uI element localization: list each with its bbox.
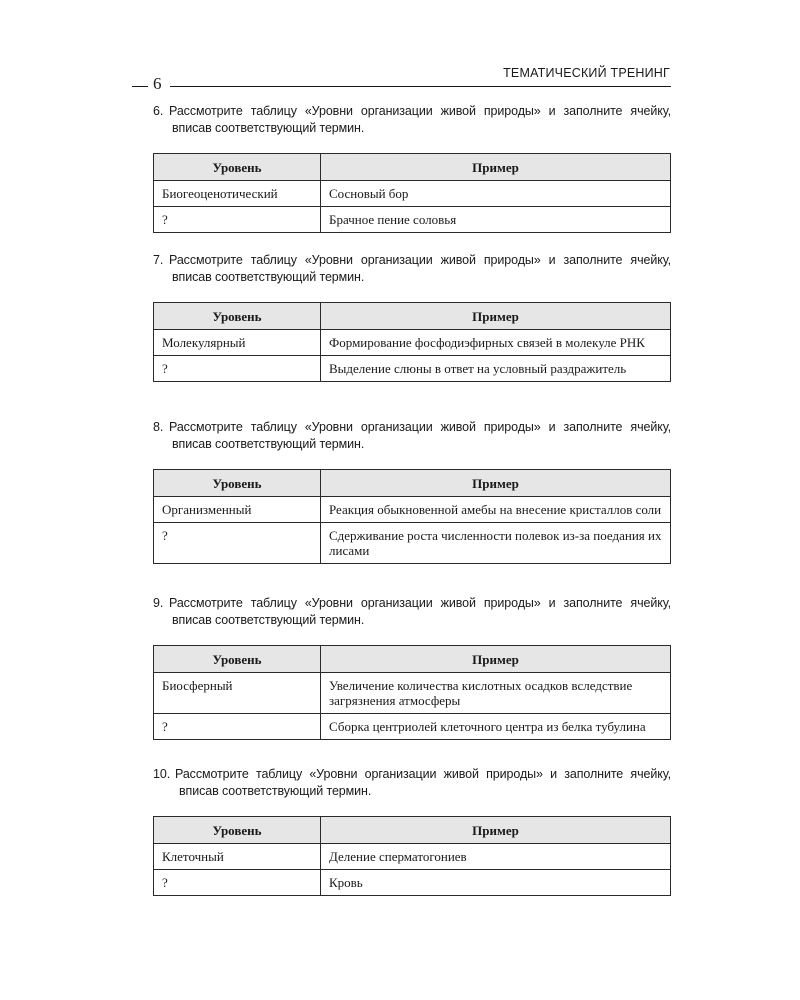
table-row — [154, 870, 671, 896]
table-row — [154, 844, 671, 870]
example-cell: Реакция обыкновенной амебы на внесение кристаллов соли — [321, 497, 671, 523]
task-question-text: Рассмотрите таблицу «Уровни организации живой природы» и заполните ячейку, вписав соответствующий термин. — [169, 253, 671, 284]
table-row — [154, 523, 671, 564]
task-question — [153, 252, 671, 286]
example-cell: Увеличение количества кислотных осадков вследствие загрязнения атмосферы — [321, 673, 671, 714]
levels-table — [153, 302, 671, 382]
header-rule-left — [132, 86, 148, 87]
column-header-level: Уровень — [154, 303, 321, 330]
table-header-row — [154, 646, 671, 673]
example-cell: Сборка центриолей клеточного центра из белка тубулина — [321, 714, 671, 740]
example-cell: Сдерживание роста численности полевок из-за поедания их лисами — [321, 523, 671, 564]
task-question-text: Рассмотрите таблицу «Уровни организации живой природы» и заполните ячейку, вписав соответствующий термин. — [169, 596, 671, 627]
column-header-example: Пример — [321, 303, 671, 330]
table-row — [154, 356, 671, 382]
task-number: 6. — [153, 104, 164, 118]
task-question — [153, 103, 671, 137]
level-cell: Молекулярный — [154, 330, 321, 356]
task-question — [153, 766, 671, 800]
column-header-level: Уровень — [154, 154, 321, 181]
column-header-example: Пример — [321, 470, 671, 497]
example-cell: Формирование фосфодиэфирных связей в молекуле РНК — [321, 330, 671, 356]
task-number: 7. — [153, 253, 164, 267]
task-number: 10. — [153, 767, 171, 781]
table-header-row — [154, 470, 671, 497]
example-cell: Деление сперматогониев — [321, 844, 671, 870]
table-header-row — [154, 303, 671, 330]
table-row — [154, 497, 671, 523]
page-number: 6 — [153, 74, 162, 93]
example-cell: Выделение слюны в ответ на условный раздражитель — [321, 356, 671, 382]
task-number: 8. — [153, 420, 164, 434]
example-cell: Сосновый бор — [321, 181, 671, 207]
answer-cell[interactable]: ? — [154, 356, 321, 382]
task-6 — [153, 103, 671, 233]
column-header-example: Пример — [321, 817, 671, 844]
table-row — [154, 714, 671, 740]
levels-table — [153, 153, 671, 233]
task-8 — [153, 419, 671, 564]
levels-table — [153, 469, 671, 564]
level-cell: Клеточный — [154, 844, 321, 870]
column-header-level: Уровень — [154, 817, 321, 844]
task-number: 9. — [153, 596, 164, 610]
level-cell: Организменный — [154, 497, 321, 523]
levels-table — [153, 816, 671, 896]
task-7 — [153, 252, 671, 382]
task-9 — [153, 595, 671, 740]
table-header-row — [154, 817, 671, 844]
table-row — [154, 330, 671, 356]
level-cell: Биосферный — [154, 673, 321, 714]
column-header-level: Уровень — [154, 646, 321, 673]
column-header-level: Уровень — [154, 470, 321, 497]
table-row — [154, 673, 671, 714]
table-row — [154, 207, 671, 233]
answer-cell[interactable]: ? — [154, 714, 321, 740]
task-question — [153, 419, 671, 453]
task-question — [153, 595, 671, 629]
table-row — [154, 181, 671, 207]
column-header-example: Пример — [321, 154, 671, 181]
levels-table — [153, 645, 671, 740]
task-question-text: Рассмотрите таблицу «Уровни организации живой природы» и заполните ячейку, вписав соответствующий термин. — [169, 420, 671, 451]
level-cell: Биогеоценотический — [154, 181, 321, 207]
task-question-text: Рассмотрите таблицу «Уровни организации живой природы» и заполните ячейку, вписав соответствующий термин. — [175, 767, 671, 798]
task-question-text: Рассмотрите таблицу «Уровни организации живой природы» и заполните ячейку, вписав соответствующий термин. — [169, 104, 671, 135]
table-header-row — [154, 154, 671, 181]
running-head-title: ТЕМАТИЧЕСКИЙ ТРЕНИНГ — [503, 66, 670, 80]
answer-cell[interactable]: ? — [154, 207, 321, 233]
example-cell: Брачное пение соловья — [321, 207, 671, 233]
header-rule — [170, 86, 671, 87]
task-10 — [153, 766, 671, 896]
example-cell: Кровь — [321, 870, 671, 896]
answer-cell[interactable]: ? — [154, 870, 321, 896]
column-header-example: Пример — [321, 646, 671, 673]
answer-cell[interactable]: ? — [154, 523, 321, 564]
